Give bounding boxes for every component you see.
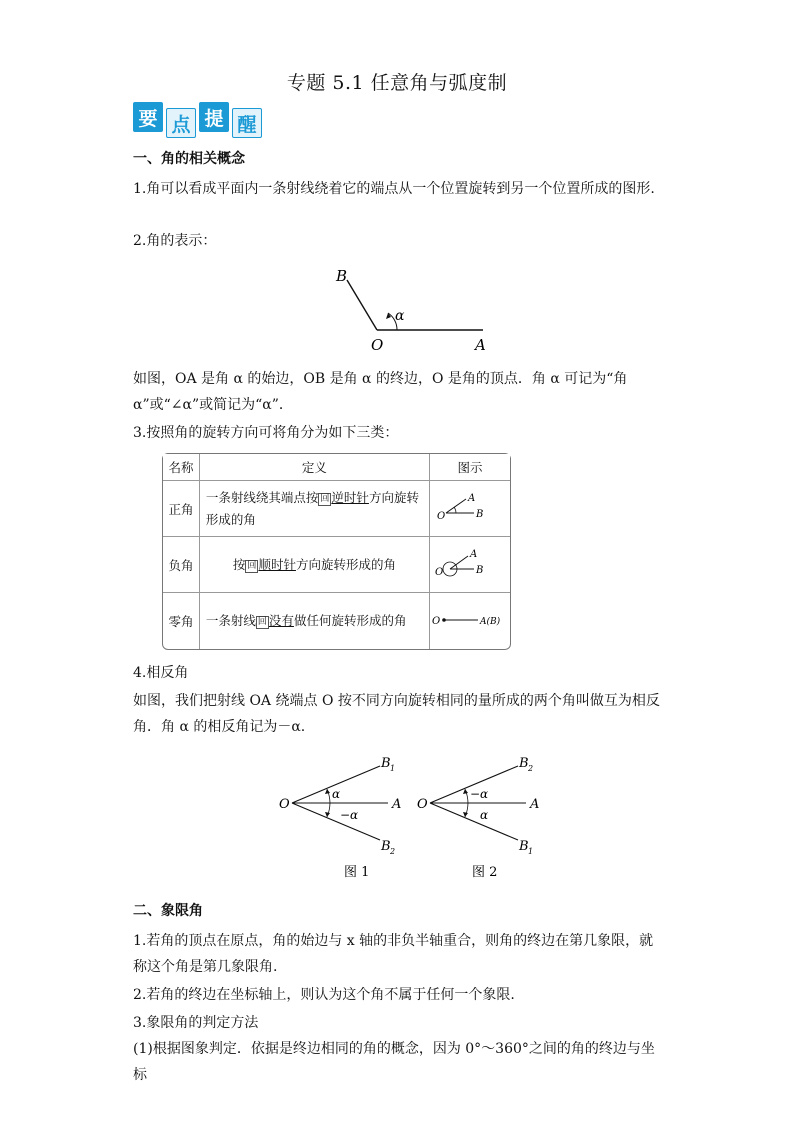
paragraph: (1)根据图象判定．依据是终边相同的角的概念，因为 0°～360°之间的角的终边与坐标 xyxy=(133,1041,655,1083)
paragraph: 1.若角的顶点在原点，角的始边与 x 轴的非负半轴重合，则角的终边在第几象限，就称这个角是第几象限角. xyxy=(133,933,654,975)
svg-text:−α: −α xyxy=(340,808,359,822)
svg-text:B: B xyxy=(519,839,529,854)
section2-heading: 二、象限角 xyxy=(133,903,203,919)
blank-marker: 回 xyxy=(320,493,330,504)
positive-angle-figure xyxy=(432,485,508,529)
badge-char: 点 xyxy=(166,108,196,138)
row-name: 正角 xyxy=(163,481,200,537)
paragraph: 1.角可以看成平面内一条射线绕着它的端点从一个位置旋转到另一个位置所成的图形. xyxy=(133,181,655,197)
page-title: 专题 5.1 任意角与弧度制 xyxy=(286,72,508,94)
svg-text:A: A xyxy=(467,493,476,504)
svg-text:O: O xyxy=(431,615,441,627)
svg-text:B: B xyxy=(381,756,391,771)
badge-char: 醒 xyxy=(232,108,262,138)
label-o: O xyxy=(371,336,384,354)
svg-text:B: B xyxy=(475,565,484,576)
opposite-angles-figure xyxy=(270,752,555,890)
table-header: 定义 xyxy=(200,454,430,481)
svg-text:A: A xyxy=(469,549,478,560)
table-row xyxy=(163,593,510,649)
svg-text:A: A xyxy=(392,797,402,812)
paragraph: 3.按照角的旋转方向可将角分为如下三类： xyxy=(133,425,399,441)
table-header: 图示 xyxy=(430,454,510,481)
angle-types-table xyxy=(162,453,511,650)
badge-char: 要 xyxy=(133,102,163,132)
paragraph: 2.若角的终边在坐标轴上，则认为这个角不属于任何一个象限. xyxy=(133,987,515,1003)
blank-marker: 回 xyxy=(247,560,257,571)
key-term: 顺时针 xyxy=(258,556,296,572)
row-figure xyxy=(430,593,510,649)
svg-text:2: 2 xyxy=(390,847,396,856)
svg-text:α: α xyxy=(480,808,489,822)
table-row xyxy=(163,481,510,537)
row-figure xyxy=(430,481,510,537)
figure-caption: 图 2 xyxy=(472,865,498,880)
paragraph: 如图，OA 是角 α 的始边，OB 是角 α 的终边，O 是角的顶点．角 α 可记为“角 α”或“∠α”或简记为“α”． xyxy=(133,371,628,413)
paragraph: 2.角的表示： xyxy=(133,233,217,249)
table-header-row xyxy=(163,454,510,481)
table-header: 名称 xyxy=(163,454,200,481)
row-definition: 一条射线绕其端点按 回 逆时针方向旋转形成的角 xyxy=(200,481,430,537)
table-row xyxy=(163,537,510,593)
svg-text:α: α xyxy=(332,787,341,801)
svg-text:O: O xyxy=(417,797,428,812)
row-name: 零角 xyxy=(163,593,200,649)
svg-text:−α: −α xyxy=(470,787,489,801)
row-definition: 按 回 顺时针方向旋转形成的角 xyxy=(200,537,430,593)
key-term: 逆时针 xyxy=(331,489,369,505)
svg-text:2: 2 xyxy=(528,764,534,773)
zero-angle-figure xyxy=(430,605,510,635)
row-figure xyxy=(430,537,510,593)
paragraph: 如图，我们把射线 OA 绕端点 O 按不同方向旋转相同的量所成的两个角叫做互为相反角．角 α 的相反角记为－α. xyxy=(133,693,660,735)
svg-text:B: B xyxy=(519,756,529,771)
label-alpha: α xyxy=(395,308,405,324)
svg-text:B: B xyxy=(381,839,391,854)
svg-text:1: 1 xyxy=(390,764,396,773)
key-points-badge xyxy=(133,102,262,138)
paragraph: 4.相反角 xyxy=(133,665,189,681)
svg-text:A: A xyxy=(530,797,540,812)
label-b: B xyxy=(336,267,348,285)
row-definition: 一条射线 回 没有做任何旋转形成的角 xyxy=(200,593,430,649)
paragraph: 3.象限角的判定方法 xyxy=(133,1015,259,1031)
label-a: A xyxy=(475,336,486,354)
svg-text:A(B): A(B) xyxy=(479,616,501,627)
svg-text:O: O xyxy=(436,511,446,522)
key-term: 没有 xyxy=(268,613,294,628)
angle-figure xyxy=(325,258,500,358)
svg-text:B: B xyxy=(475,509,484,520)
blank-marker: 回 xyxy=(257,617,267,627)
negative-angle-figure xyxy=(432,541,508,585)
section1-heading: 一、角的相关概念 xyxy=(133,151,245,167)
svg-text:O: O xyxy=(279,797,290,812)
svg-text:O: O xyxy=(434,567,444,578)
badge-char: 提 xyxy=(199,102,229,132)
row-name: 负角 xyxy=(163,537,200,593)
svg-text:1: 1 xyxy=(528,847,534,856)
figure-caption: 图 1 xyxy=(344,865,370,880)
